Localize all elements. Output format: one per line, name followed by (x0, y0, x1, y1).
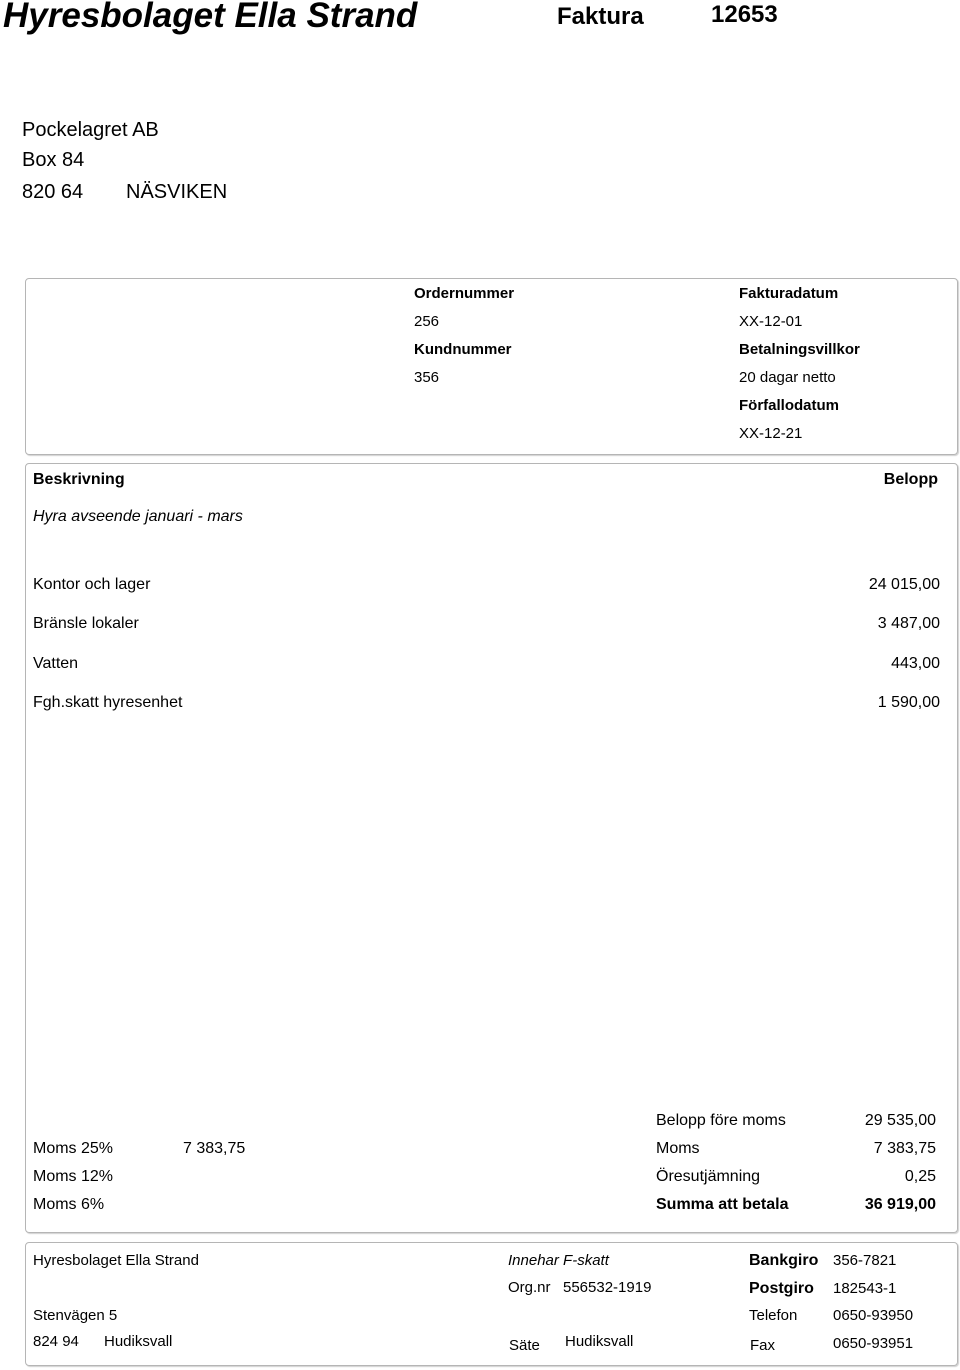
footer-postal-code: 824 94 (33, 1333, 79, 1350)
rounding-amount: 0,25 (904, 1168, 936, 1185)
orgnr: 556532-1919 (563, 1279, 652, 1296)
fax: 0650-93951 (833, 1335, 914, 1352)
vat-rate-label: Moms 6% (33, 1196, 105, 1213)
vat-rate-value: 7 383,75 (183, 1140, 246, 1157)
seat-label: Säte (509, 1337, 540, 1354)
bankgiro-label: Bankgiro (749, 1252, 819, 1269)
item-description: Bränsle lokaler (33, 615, 139, 632)
order-number-label: Ordernummer (414, 285, 515, 302)
before-vat-amount: 29 535,00 (864, 1112, 936, 1129)
rounding-label: Öresutjämning (656, 1168, 761, 1185)
recipient-name: Pockelagret AB (22, 119, 159, 141)
company-name-title: Hyresbolaget Ella Strand (3, 0, 418, 35)
postgiro-label: Postgiro (749, 1280, 814, 1297)
item-description: Vatten (33, 655, 79, 672)
before-vat-label: Belopp före moms (656, 1112, 786, 1129)
total-label: Summa att betala (656, 1196, 789, 1213)
invoice-date: XX-12-01 (739, 313, 803, 330)
ftax-note: Innehar F-skatt (508, 1252, 609, 1269)
order-info-box (25, 278, 958, 455)
vat-amount: 7 383,75 (873, 1140, 936, 1157)
footer-city: Hudiksvall (104, 1333, 173, 1350)
orgnr-label: Org.nr (508, 1279, 551, 1296)
payment-terms: 20 dagar netto (739, 369, 836, 386)
item-amount: 443,00 (891, 655, 940, 672)
order-number: 256 (414, 313, 440, 330)
due-date-label: Förfallodatum (739, 397, 839, 414)
footer-street: Stenvägen 5 (33, 1307, 118, 1324)
phone-label: Telefon (749, 1307, 798, 1324)
postgiro: 182543-1 (833, 1280, 897, 1297)
recipient-postal-code: 820 64 (22, 181, 84, 203)
bankgiro: 356-7821 (833, 1252, 897, 1269)
amount-header: Belopp (883, 471, 938, 488)
vat-rate-label: Moms 25% (33, 1140, 114, 1157)
description-header: Beskrivning (33, 471, 125, 488)
recipient-city: NÄSVIKEN (126, 181, 228, 203)
payment-terms-label: Betalningsvillkor (739, 341, 860, 358)
due-date: XX-12-21 (739, 425, 803, 442)
recipient-box: Box 84 (22, 149, 85, 171)
vat-label: Moms (656, 1140, 700, 1157)
item-amount: 3 487,00 (877, 615, 940, 632)
item-amount: 24 015,00 (868, 576, 940, 593)
seat: Hudiksvall (565, 1333, 634, 1350)
item-description: Kontor och lager (33, 576, 151, 593)
document-type: Faktura (557, 3, 644, 30)
invoice-date-label: Fakturadatum (739, 285, 839, 302)
phone: 0650-93950 (833, 1307, 914, 1324)
vat-rate-label: Moms 12% (33, 1168, 114, 1185)
total-amount: 36 919,00 (864, 1196, 936, 1213)
invoice-number: 12653 (711, 1, 778, 28)
item-amount: 1 590,00 (877, 694, 940, 711)
item-description: Fgh.skatt hyresenhet (33, 694, 183, 711)
fax-label: Fax (750, 1337, 776, 1354)
footer-company: Hyresbolaget Ella Strand (33, 1252, 199, 1269)
customer-number: 356 (414, 369, 440, 386)
period-note: Hyra avseende januari - mars (33, 508, 243, 525)
customer-number-label: Kundnummer (414, 341, 512, 358)
